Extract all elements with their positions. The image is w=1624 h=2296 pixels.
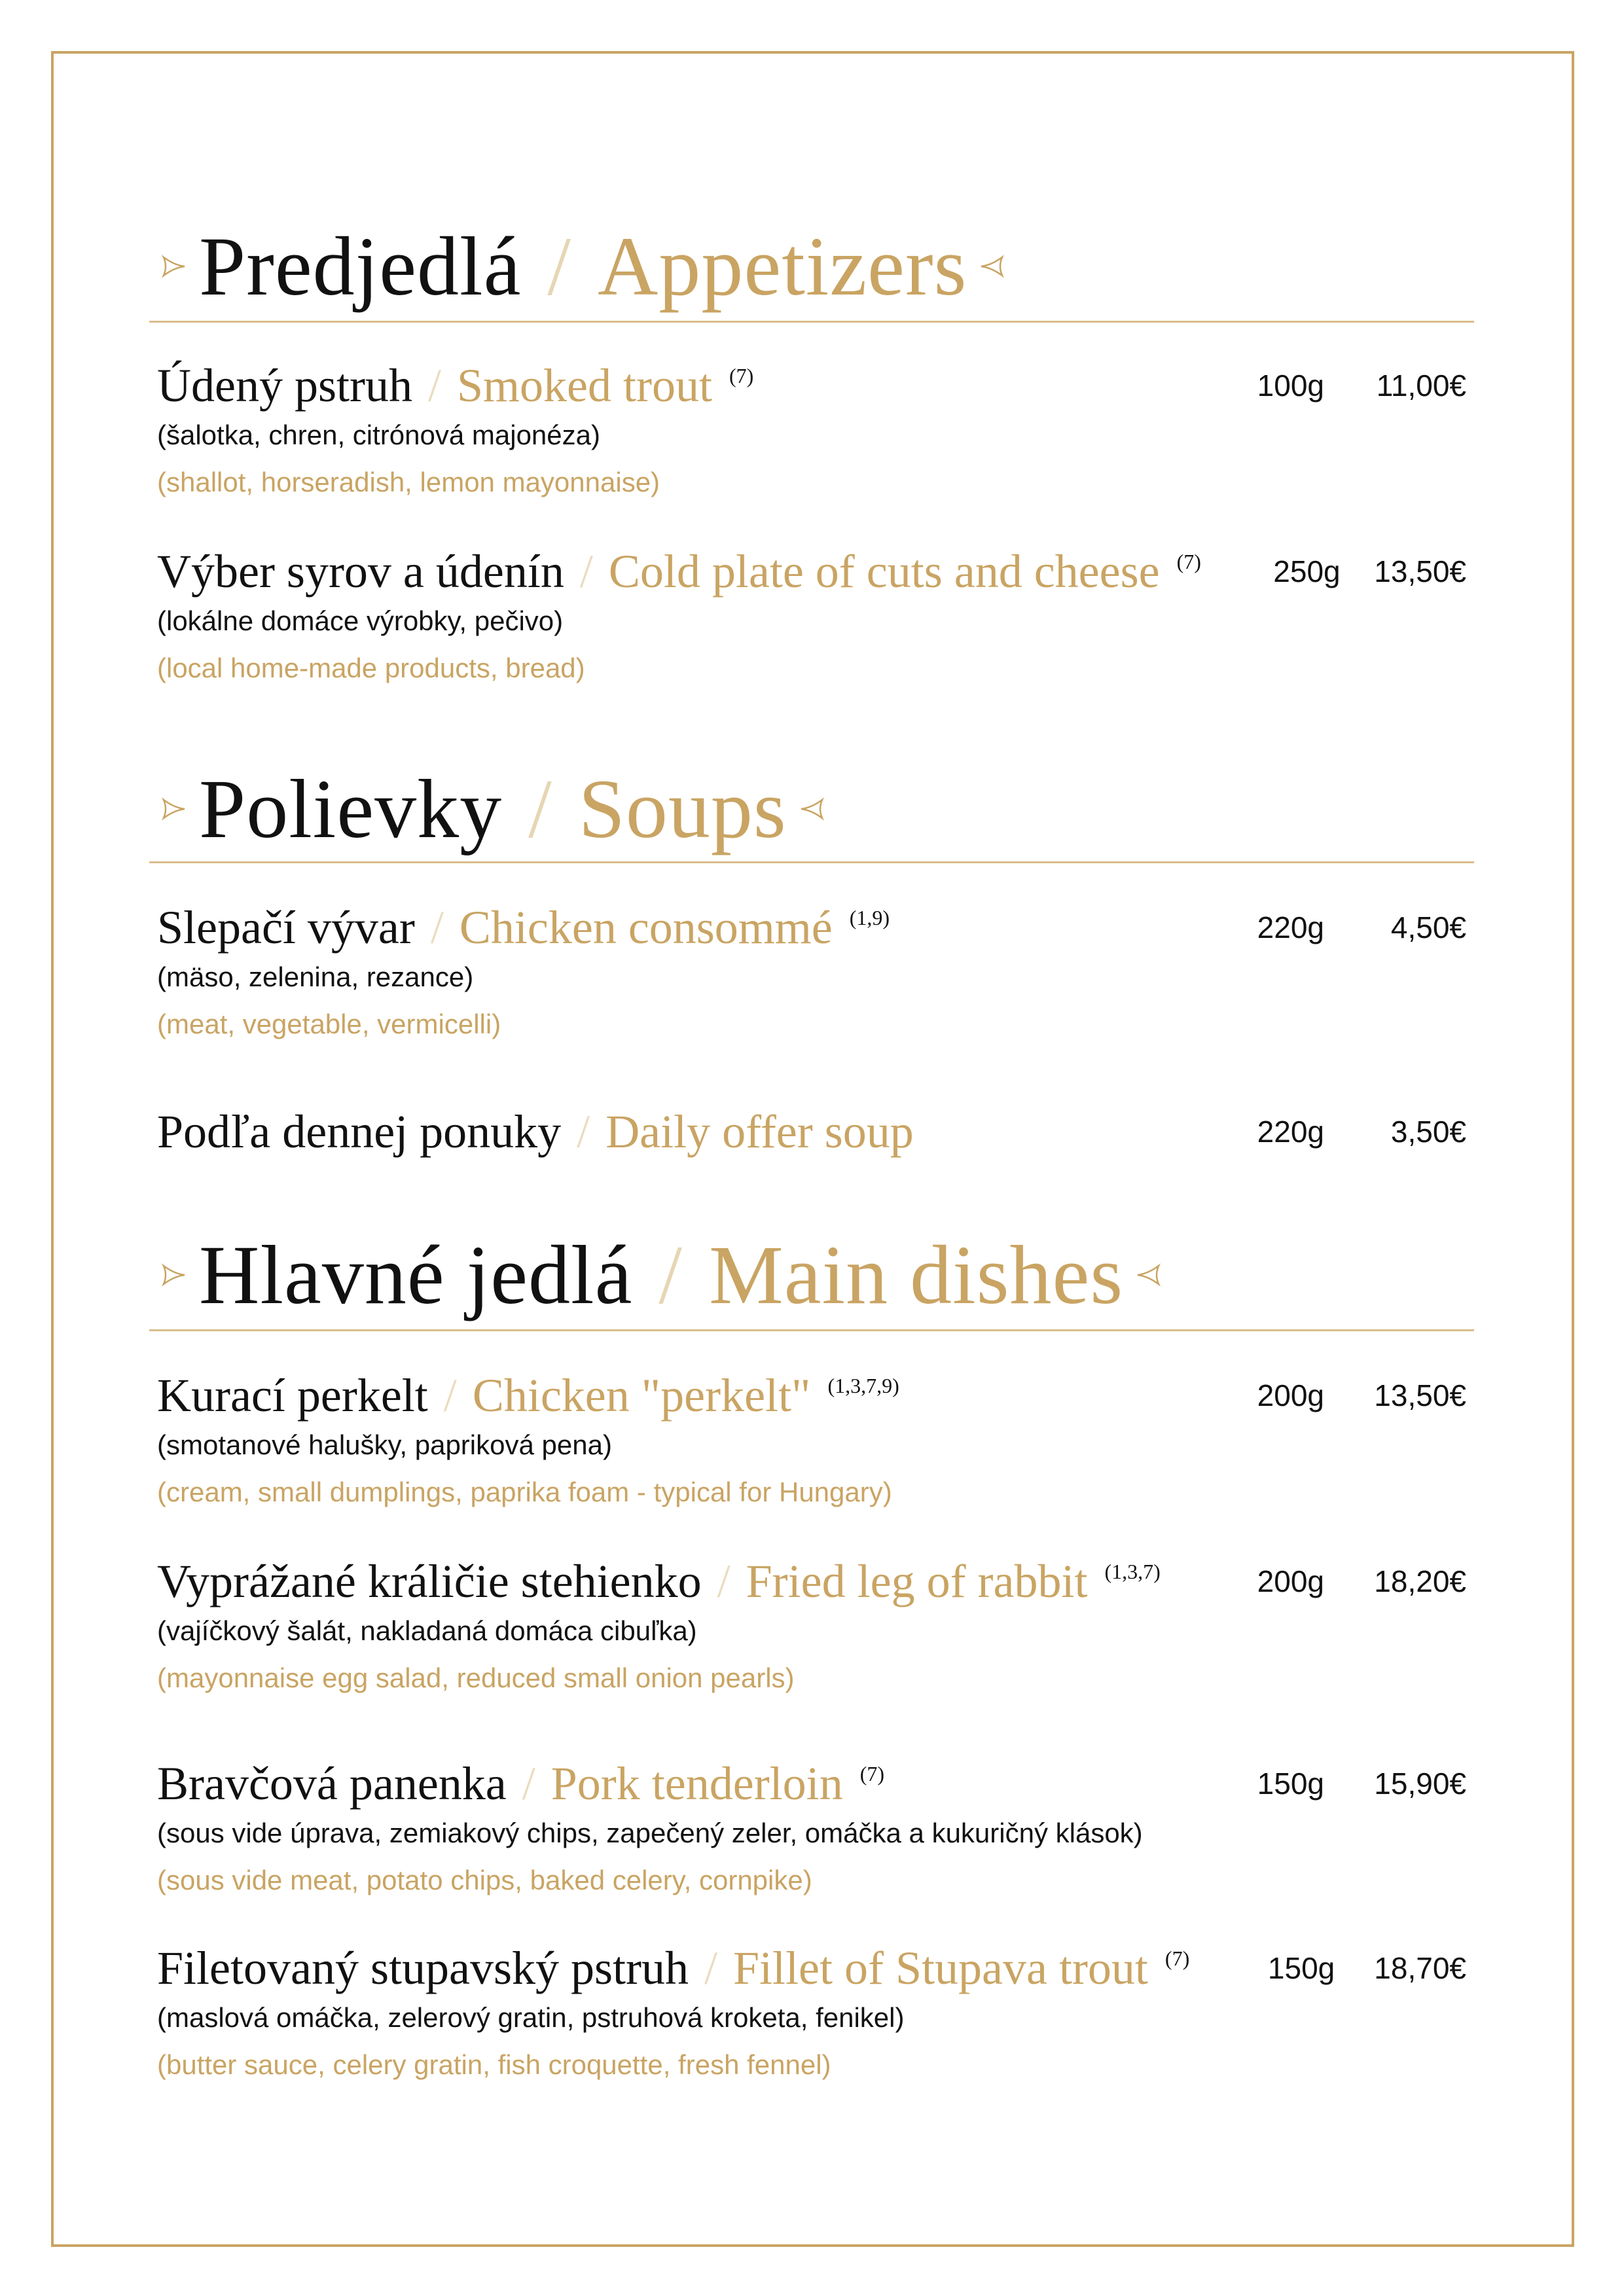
dish-name-en: Cold plate of cuts and cheese <box>608 545 1160 598</box>
dish-name-sk: Údený pstruh <box>157 359 412 412</box>
section-title <box>149 757 1474 861</box>
dish-name <box>157 1941 1189 1996</box>
menu-item-header <box>157 901 1466 954</box>
name-separator: / <box>704 1941 717 1994</box>
dish-name-sk: Vyprážané králičie stehienko <box>157 1554 702 1607</box>
description-sk: (šalotka, chren, citrónová majonéza) <box>157 420 600 450</box>
description-sk: (mäso, zelenina, rezance) <box>157 961 474 992</box>
dish-weight: 200g <box>1257 1378 1324 1412</box>
name-separator: / <box>577 1105 590 1158</box>
dish-name-en: Chicken "perkelt" <box>472 1369 811 1422</box>
menu-item-header <box>157 1555 1466 1607</box>
section-divider <box>149 861 1474 863</box>
dish-weight: 150g <box>1257 1767 1324 1801</box>
dish-name-en: Smoked trout <box>456 359 712 412</box>
menu-item-header <box>157 359 1466 412</box>
name-separator: / <box>579 545 593 598</box>
triangle-right-icon <box>161 796 187 822</box>
triangle-left-icon <box>979 253 1005 279</box>
name-separator: / <box>430 901 444 954</box>
menu-item-header <box>157 1369 1466 1422</box>
triangle-left-icon <box>799 796 825 822</box>
section-title-en: Soups <box>578 762 787 855</box>
section-title-en: Main dishes <box>708 1228 1124 1321</box>
dish-name-sk: Výber syrov a údenín <box>157 545 564 598</box>
section-divider <box>149 1329 1474 1331</box>
dish-name-sk: Slepačí vývar <box>157 901 415 954</box>
description-en: (shallot, horseradish, lemon mayonnaise) <box>157 467 660 497</box>
description-en: (local home-made products, bread) <box>157 653 585 683</box>
dish-price: 4,50€ <box>1390 910 1466 944</box>
dish-weight: 200g <box>1257 1564 1324 1598</box>
name-separator: / <box>427 359 441 412</box>
allergens: (7) <box>729 363 754 387</box>
menu-item-header <box>157 1757 1466 1810</box>
menu-item <box>157 901 1466 1048</box>
name-separator: / <box>443 1369 457 1422</box>
menu-item-header <box>157 1105 1466 1158</box>
description-en: (sous vide meat, potato chips, baked celery, cornpike) <box>157 1865 812 1895</box>
dish-name <box>157 901 1167 955</box>
dish-name <box>157 1369 1167 1423</box>
dish-name-sk: Kurací perkelt <box>157 1369 428 1422</box>
description-sk: (maslová omáčka, zelerový gratin, pstruhová kroketa, fenikel) <box>157 2002 905 2033</box>
dish-weight: 220g <box>1257 910 1324 944</box>
title-separator: / <box>659 1228 683 1321</box>
section-title-en: Appetizers <box>597 219 967 313</box>
dish-name <box>157 545 1201 599</box>
menu-item <box>157 359 1466 506</box>
triangle-left-icon <box>1135 1262 1161 1288</box>
dish-name <box>157 1757 1167 1811</box>
dish-name-en: Fillet of Stupava trout <box>732 1941 1148 1994</box>
section-title <box>149 1223 1474 1327</box>
name-separator: / <box>522 1757 535 1810</box>
menu-item <box>157 1369 1466 1516</box>
section-heading <box>149 214 1474 319</box>
menu-item <box>157 545 1466 692</box>
dish-price: 18,20€ <box>1374 1564 1466 1598</box>
triangle-right-icon <box>161 253 187 279</box>
name-separator: / <box>717 1554 731 1607</box>
menu-item-header <box>157 545 1466 598</box>
description-en: (cream, small dumplings, paprika foam - typical for Hungary) <box>157 1477 892 1507</box>
allergens: (7) <box>1164 1946 1190 1970</box>
menu-item <box>157 1757 1466 1904</box>
menu-item <box>157 1555 1466 1702</box>
description-sk: (sous vide úprava, zemiakový chips, zapečený zeler, omáčka a kukuričný klások) <box>157 1818 1143 1848</box>
dish-price: 15,90€ <box>1374 1767 1466 1801</box>
dish-name-en: Fried leg of rabbit <box>746 1554 1088 1607</box>
dish-name-sk: Filetovaný stupavský pstruh <box>157 1941 689 1994</box>
dish-price: 18,70€ <box>1374 1951 1466 1985</box>
section-title-sk: Predjedlá <box>199 219 522 313</box>
dish-price: 13,50€ <box>1374 554 1466 588</box>
menu-item <box>157 1942 1466 2089</box>
dish-price: 3,50€ <box>1390 1115 1466 1149</box>
dish-weight: 220g <box>1257 1115 1324 1149</box>
section-title-sk: Polievky <box>199 762 503 855</box>
allergens: (7) <box>1176 549 1201 573</box>
dish-price: 11,00€ <box>1376 368 1466 403</box>
title-separator: / <box>547 219 571 313</box>
dish-price: 13,50€ <box>1374 1378 1466 1412</box>
allergens: (7) <box>859 1761 884 1785</box>
menu-item <box>157 1105 1466 1158</box>
section-divider <box>149 321 1474 323</box>
dish-weight: 100g <box>1257 368 1324 403</box>
triangle-right-icon <box>161 1262 187 1288</box>
dish-weight: 250g <box>1273 554 1341 588</box>
allergens: (1,3,7) <box>1104 1559 1161 1583</box>
dish-name-en: Pork tenderloin <box>550 1757 843 1810</box>
dish-name-sk: Bravčová panenka <box>157 1757 507 1810</box>
title-separator: / <box>528 762 552 855</box>
allergens: (1,9) <box>849 905 890 929</box>
description-sk: (smotanové halušky, papriková pena) <box>157 1429 612 1460</box>
description-en: (mayonnaise egg salad, reduced small onion pearls) <box>157 1662 795 1693</box>
section-heading <box>149 1223 1474 1327</box>
dish-name <box>157 359 1167 413</box>
dish-name <box>157 1105 1167 1159</box>
dish-name-en: Chicken consommé <box>459 901 833 954</box>
description-en: (meat, vegetable, vermicelli) <box>157 1009 501 1039</box>
section-title <box>149 214 1474 319</box>
menu-item-header <box>157 1942 1466 1994</box>
allergens: (1,3,7,9) <box>827 1373 899 1397</box>
description-sk: (vajíčkový šalát, nakladaná domáca cibuľka) <box>157 1615 697 1646</box>
section-heading <box>149 757 1474 861</box>
dish-name-sk: Podľa dennej ponuky <box>157 1105 562 1158</box>
dish-name-en: Daily offer soup <box>605 1105 914 1158</box>
description-en: (butter sauce, celery gratin, fish croquette, fresh fennel) <box>157 2049 831 2080</box>
dish-weight: 150g <box>1267 1951 1335 1985</box>
section-title-sk: Hlavné jedlá <box>199 1228 633 1321</box>
dish-name <box>157 1554 1167 1609</box>
description-sk: (lokálne domáce výrobky, pečivo) <box>157 605 564 636</box>
